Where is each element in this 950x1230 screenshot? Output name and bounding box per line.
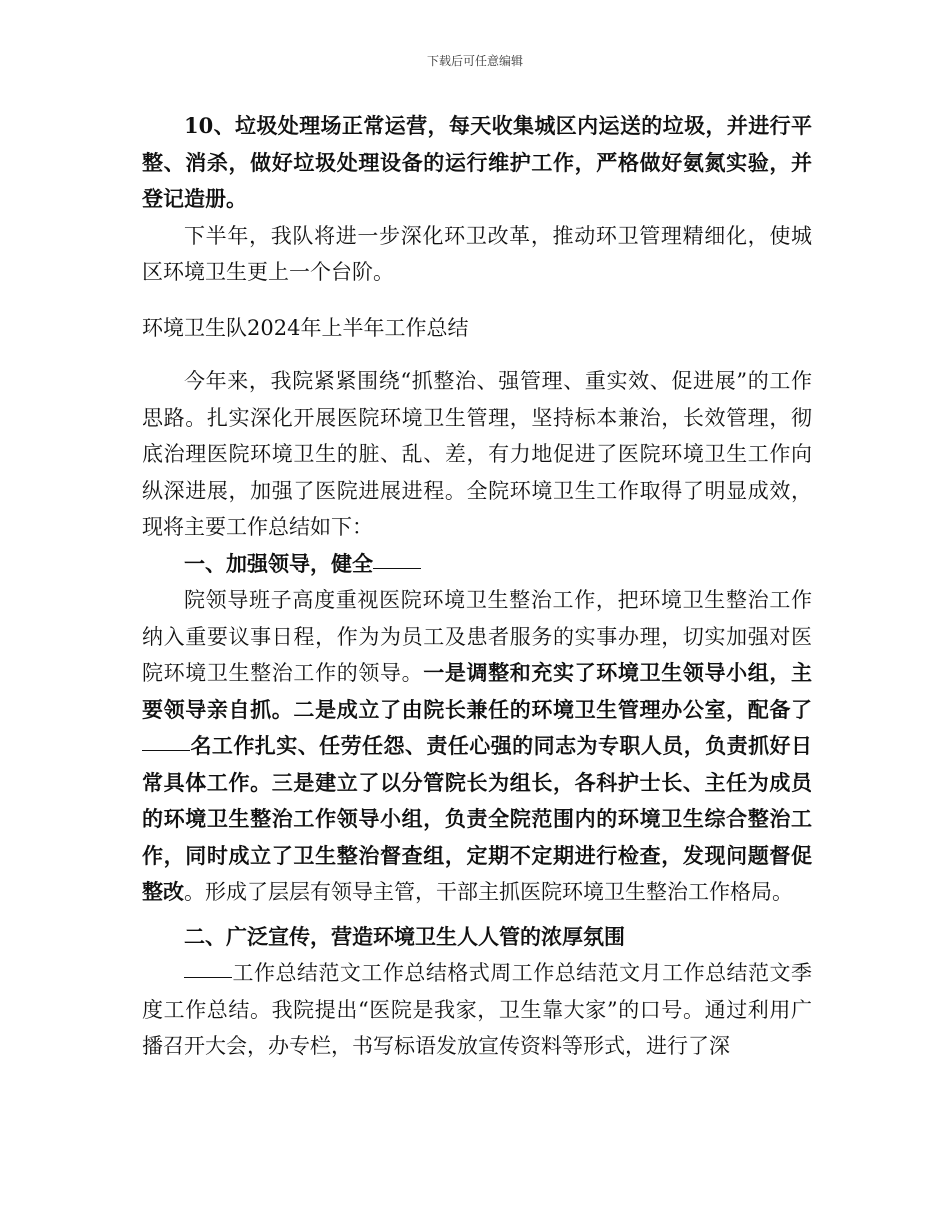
- blank-line: [184, 976, 232, 978]
- page-header: 下载后可任意编辑: [426, 54, 523, 68]
- section-1-text-d: 。形成了层层有领导主管，干部主抓医院环境卫生整治工作格局。: [184, 880, 793, 904]
- intro-paragraph: 今年来，我院紧紧围绕“抓整治、强管理、重实效、促进展”的工作思路。扎实深化开展医院环境卫生管理，坚持标本兼治，长效管理，彻底治理医院环境卫生的脏、乱、差，有力地促进了医院环境卫生工作向纵深进展，加强了医院进展进程。全院环境卫生工作取得了明显成效，现将主要工作总结如下：: [142, 369, 812, 539]
- section-2-paragraph: [142, 955, 812, 1065]
- section-1-text-b: 一是调整和充实了环境卫生领导小组，主要领导亲自抓。二是成立了由院长兼任的环境卫生管理办公室，配备了: [142, 660, 812, 722]
- blank-line: [142, 749, 190, 751]
- closing-paragraph: 下半年，我队将进一步深化环卫改革，推动环卫管理精细化，使城区环境卫生更上一个台阶。: [142, 223, 812, 284]
- document-body: [142, 108, 812, 1065]
- list-item-10: 10、垃圾处理场正常运营，每天收集城区内运送的垃圾，并进行平整、消杀，做好垃圾处理设备的运行维护工作，严格做好氨氮实验，并登记造册。: [142, 113, 812, 211]
- section-heading-1: [184, 546, 812, 583]
- section-1-paragraph: [142, 582, 812, 911]
- document-title: 环境卫生队2024年上半年工作总结: [142, 315, 469, 340]
- section-1-text-a: 院领导班子高度重视医院环境卫生整治工作，把环境卫生整治工作纳入重要议事日程，作为为员工及患者服务的实事办理，切实加强对医院环境卫生整治工作的领导。: [142, 588, 812, 685]
- blank-line: [373, 567, 421, 569]
- section-heading-1-text: 一、加强领导，健全: [184, 550, 373, 576]
- section-2-text: 工作总结范文工作总结格式周工作总结范文月工作总结范文季度工作总结。我院提出“医院是我家，卫生靠大家”的口号。通过利用广播召开大会，办专栏，书写标语发放宣传资料等形式，进行了深: [142, 961, 812, 1058]
- section-1-text-c: 名工作扎实、任劳任怨、责任心强的同志为专职人员，负责抓好日常具体工作。三是建立了以分管院长为组长，各科护士长、主任为成员的环境卫生整治工作领导小组，负责全院范围内的环境卫生综合整治工作，同时成立了卫生整治督查组，定期不定期进行检查，发现问题督促整改: [142, 733, 812, 904]
- section-heading-2: 二、广泛宣传，营造环境卫生人人管的浓厚氛围: [184, 923, 625, 949]
